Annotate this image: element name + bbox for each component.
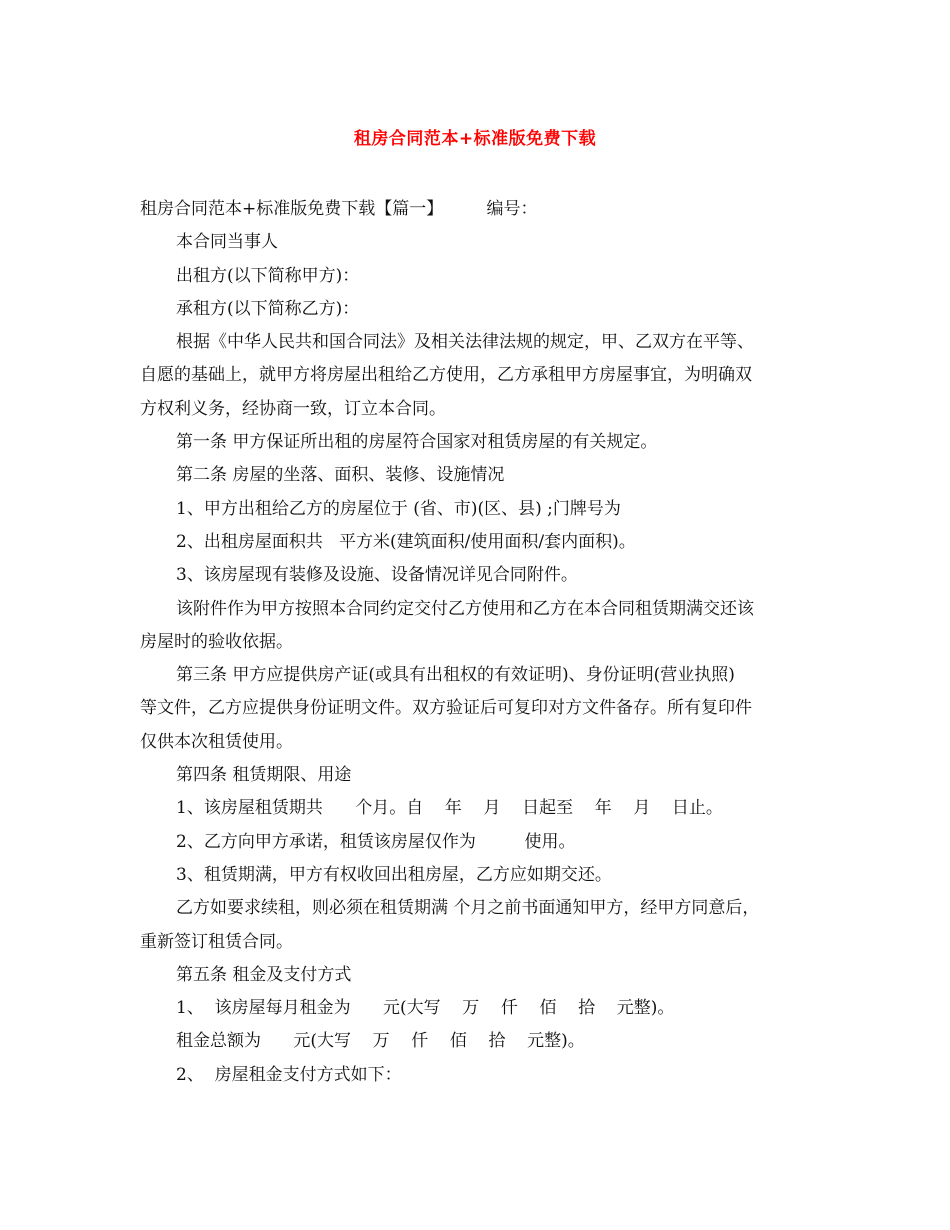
clause-line: 租金总额为 元(大写 万 仟 佰 拾 元整)。 (176, 1031, 585, 1052)
lessor-line: 出租方(以下简称甲方)： (176, 265, 360, 286)
paragraph-line: 该附件作为甲方按照本合同约定交付乙方使用和乙方在本合同租赁期满交还该 (176, 598, 754, 619)
clause-line: 2、乙方向甲方承诺，租赁该房屋仅作为 使用。 (176, 831, 576, 852)
article-two-heading: 第二条 房屋的坐落、面积、装修、设施情况 (176, 465, 505, 486)
paragraph-line: 乙方如要求续租，则必须在租赁期满 个月之前书面通知甲方，经甲方同意后， (176, 898, 760, 919)
clause-line: 2、出租房屋面积共 平方米(建筑面积/使用面积/套内面积)。 (176, 531, 636, 552)
clause-line: 2、 房屋租金支付方式如下： (176, 1064, 402, 1085)
contract-heading-line: 租房合同范本+标准版免费下载【篇一】 编号： (140, 199, 538, 219)
paragraph-line: 根据《中华人民共和国合同法》及相关法律法规的规定，甲、乙双方在平等、 (176, 332, 754, 353)
document-body (140, 193, 830, 1092)
article-one: 第一条 甲方保证所出租的房屋符合国家对租赁房屋的有关规定。 (176, 432, 658, 453)
paragraph-line: 仅供本次租赁使用。 (140, 731, 293, 752)
lessee-line: 承租方(以下简称乙方)： (176, 298, 360, 319)
article-three: 第三条 甲方应提供房产证(或具有出租权的有效证明)、身份证明(营业执照) (176, 665, 735, 686)
clause-line: 1、 该房屋每月租金为 元(大写 万 仟 佰 拾 元整)。 (176, 998, 675, 1019)
document-title: 租房合同范本+标准版免费下载 (353, 129, 597, 149)
clause-line: 3、该房屋现有装修及设施、设备情况详见合同附件。 (176, 565, 578, 586)
paragraph-line: 方权利义务，经协商一致，订立本合同。 (140, 398, 446, 419)
clause-line: 1、甲方出租给乙方的房屋位于 (省、市)(区、县) ;门牌号为 (176, 498, 621, 519)
paragraph-line: 房屋时的验收依据。 (140, 631, 293, 652)
paragraph-line: 等文件，乙方应提供身份证明文件。双方验证后可复印对方文件备存。所有复印件 (140, 698, 752, 719)
paragraph-line: 重新签订租赁合同。 (140, 931, 293, 952)
clause-line: 1、该房屋租赁期共 个月。自 年 月 日起至 年 月 日止。 (176, 798, 723, 819)
paragraph-line: 自愿的基础上，就甲方将房屋出租给乙方使用，乙方承租甲方房屋事宜，为明确双 (140, 365, 752, 386)
article-five-heading: 第五条 租金及支付方式 (176, 964, 352, 985)
parties-label: 本合同当事人 (176, 232, 278, 253)
clause-line: 3、租赁期满，甲方有权收回出租房屋，乙方应如期交还。 (176, 864, 612, 885)
article-four-heading: 第四条 租赁期限、用途 (176, 765, 352, 786)
